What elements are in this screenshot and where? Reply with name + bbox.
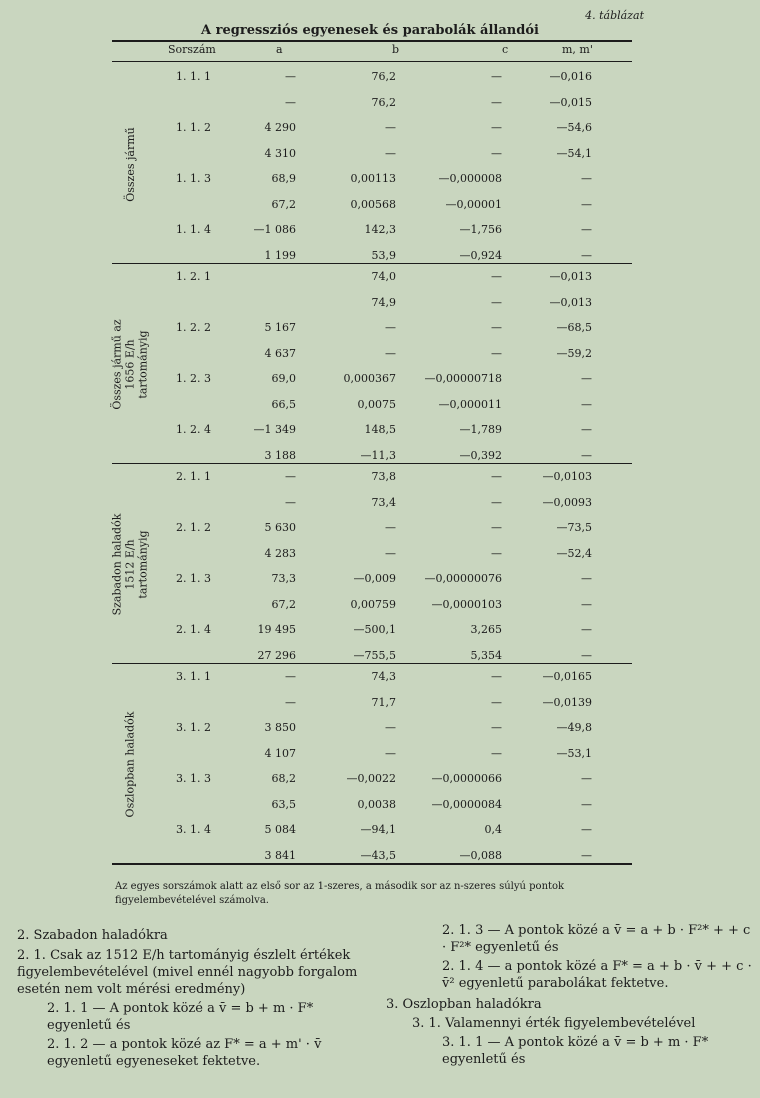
cell-c: — (491, 70, 502, 83)
cell-b: 0,000367 (343, 372, 396, 385)
text-paragraph: 2. 1. 2 — a pontok közé az F* = a + m' · v̄ egyenletű egyeneseket fektetve. (47, 1037, 322, 1069)
cell-a: 69,0 (271, 372, 296, 385)
group-label-text: Szabadon haladók 1512 E/h tartományig (110, 513, 150, 615)
cell-m: — (581, 623, 592, 636)
table-row (112, 268, 632, 286)
cell-b: 73,4 (371, 495, 396, 509)
cell-b: 73,8 (371, 470, 396, 483)
cell-id: 2. 1. 3 (176, 572, 211, 585)
cell-a: 67,2 (271, 197, 296, 211)
cell-a: 5 630 (264, 521, 296, 534)
table-row (112, 170, 632, 188)
cell-a: — (285, 70, 296, 83)
cell-a: 68,2 (271, 772, 296, 785)
cell-a: — (285, 470, 296, 483)
cell-b: 76,2 (371, 70, 396, 83)
cell-a: 5 167 (264, 321, 296, 334)
cell-b: 0,00759 (350, 597, 396, 611)
cell-id: 1. 2. 4 (176, 423, 211, 436)
cell-m: — (581, 797, 592, 811)
cell-id: 1. 2. 3 (176, 372, 211, 385)
table-row (112, 745, 632, 763)
header-b: b (392, 43, 400, 56)
text-paragraph: 2. 1. 3 — A pontok közé a v̄ = a + b · F²* + + c · F²* egyenletű és (442, 923, 751, 955)
table-row (112, 694, 632, 712)
cell-m: —0,0093 (542, 495, 592, 509)
cell-id: 1. 2. 2 (176, 321, 211, 334)
cell-m: —68,5 (556, 321, 592, 334)
cell-m: — (581, 448, 592, 462)
cell-c: 0,4 (484, 823, 502, 836)
cell-b: 74,0 (371, 270, 396, 283)
cell-b: —755,5 (353, 648, 396, 662)
right-text-column (386, 922, 756, 1068)
cell-c: —0,000011 (438, 397, 502, 411)
table-row (112, 119, 632, 137)
text-paragraph: 2. Szabadon haladókra (17, 928, 168, 943)
cell-id: 3. 1. 1 (176, 670, 211, 683)
cell-c: — (491, 470, 502, 483)
cell-m: — (581, 372, 592, 385)
cell-a: 66,5 (271, 397, 296, 411)
cell-c: — (491, 295, 502, 309)
cell-b: — (385, 146, 396, 160)
cell-a: — (285, 670, 296, 683)
cell-m: —0,0103 (542, 470, 592, 483)
text-paragraph: 2. 1. 4 — a pontok közé a F* = a + b · v̄ + + c · v̄² egyenletű parabolákat fektetve. (442, 959, 752, 991)
cell-b: 0,00568 (350, 197, 396, 211)
cell-m: — (581, 423, 592, 436)
cell-c: —0,088 (459, 848, 502, 862)
cell-m: — (581, 397, 592, 411)
table-row (112, 421, 632, 439)
cell-b: — (385, 546, 396, 560)
text-paragraph: 3. 1. Valamennyi érték figyelembevételével (412, 1016, 696, 1031)
cell-c: — (491, 121, 502, 134)
cell-c: —0,00001 (445, 197, 502, 211)
cell-c: —0,924 (459, 248, 502, 262)
cell-a: 68,9 (271, 172, 296, 185)
cell-c: — (491, 695, 502, 709)
group-label-text: Oszlopban haladók (123, 711, 137, 817)
cell-c: — (491, 721, 502, 734)
table-row (112, 447, 632, 465)
cell-c: 3,265 (470, 623, 502, 636)
cell-id: 1. 2. 1 (176, 270, 211, 283)
cell-a: 4 107 (264, 746, 296, 760)
cell-a: 19 495 (257, 623, 296, 636)
table-row (112, 319, 632, 337)
cell-m: —53,1 (556, 746, 592, 760)
cell-id: 3. 1. 3 (176, 772, 211, 785)
header-rule (112, 61, 632, 62)
cell-m: — (581, 248, 592, 262)
cell-id: 1. 1. 4 (176, 223, 211, 236)
cell-b: 142,3 (364, 223, 396, 236)
cell-c: — (491, 346, 502, 360)
table-group (112, 264, 632, 464)
group-label-text: Összes jármű (123, 126, 137, 202)
cell-m: —54,6 (556, 121, 592, 134)
cell-m: —54,1 (556, 146, 592, 160)
table-row (112, 494, 632, 512)
cell-b: — (385, 746, 396, 760)
cell-b: 0,0075 (357, 397, 396, 411)
cell-c: — (491, 146, 502, 160)
left-text-column (17, 927, 377, 1070)
cell-c: —0,00000718 (424, 372, 502, 385)
cell-a: —1 349 (253, 423, 296, 436)
table-row (112, 221, 632, 239)
cell-c: — (491, 95, 502, 109)
cell-m: —0,016 (549, 70, 592, 83)
cell-c: —0,0000103 (431, 597, 502, 611)
cell-b: 53,9 (371, 248, 396, 262)
cell-c: — (491, 321, 502, 334)
cell-a: 4 310 (264, 146, 296, 160)
cell-a: —1 086 (253, 223, 296, 236)
table-row (112, 570, 632, 588)
cell-m: — (581, 172, 592, 185)
cell-m: —0,0139 (542, 695, 592, 709)
table-group (112, 464, 632, 664)
cell-id: 2. 1. 4 (176, 623, 211, 636)
table-header (112, 43, 632, 59)
cell-m: — (581, 772, 592, 785)
cell-id: 2. 1. 2 (176, 521, 211, 534)
cell-m: — (581, 223, 592, 236)
table-row (112, 821, 632, 839)
cell-b: — (385, 321, 396, 334)
cell-id: 1. 1. 2 (176, 121, 211, 134)
table-footnote: Az egyes sorszámok alatt az első sor az 1-szeres, a második sor az n-szeres súlyú pontok figyelembevételével számolva. (115, 881, 565, 906)
cell-m: —0,015 (549, 95, 592, 109)
cell-c: — (491, 670, 502, 683)
cell-a: 27 296 (257, 648, 296, 662)
table-row (112, 519, 632, 537)
cell-b: 0,0038 (357, 797, 396, 811)
table-row (112, 196, 632, 214)
cell-b: 74,3 (371, 670, 396, 683)
table-row (112, 247, 632, 265)
table-row (112, 145, 632, 163)
cell-b: 74,9 (371, 295, 396, 309)
cell-m: —73,5 (556, 521, 592, 534)
cell-c: —0,00000076 (424, 572, 502, 585)
cell-a: 5 084 (264, 823, 296, 836)
cell-b: 0,00113 (350, 172, 396, 185)
cell-c: 5,354 (470, 648, 502, 662)
cell-id: 1. 1. 3 (176, 172, 211, 185)
cell-c: — (491, 546, 502, 560)
header-m: m, m' (562, 43, 593, 56)
top-rule (112, 40, 632, 42)
cell-a: 63,5 (271, 797, 296, 811)
bottom-rule (112, 863, 632, 865)
cell-a: 3 841 (264, 848, 296, 862)
cell-id: 3. 1. 2 (176, 721, 211, 734)
table-row (112, 545, 632, 563)
table-group (112, 664, 632, 864)
cell-m: — (581, 648, 592, 662)
table-row (112, 345, 632, 363)
cell-m: — (581, 197, 592, 211)
cell-b: —94,1 (360, 823, 396, 836)
table-row (112, 621, 632, 639)
cell-b: 148,5 (364, 423, 396, 436)
cell-id: 1. 1. 1 (176, 70, 211, 83)
table-row (112, 668, 632, 686)
cell-m: —0,013 (549, 270, 592, 283)
cell-c: — (491, 495, 502, 509)
group-label-text: Összes jármű az 1656 E/h tartományig (110, 318, 150, 410)
cell-a: 4 637 (264, 346, 296, 360)
cell-c: —1,789 (459, 423, 502, 436)
cell-b: — (385, 346, 396, 360)
cell-a: 4 283 (264, 546, 296, 560)
table-row (112, 94, 632, 112)
cell-b: —11,3 (360, 448, 396, 462)
table-row (112, 770, 632, 788)
cell-c: —0,000008 (438, 172, 502, 185)
cell-m: — (581, 572, 592, 585)
header-sorszam: Sorszám (168, 43, 216, 56)
cell-id: 2. 1. 1 (176, 470, 211, 483)
cell-b: — (385, 521, 396, 534)
cell-b: 76,2 (371, 95, 396, 109)
cell-c: —0,0000084 (431, 797, 502, 811)
cell-c: — (491, 521, 502, 534)
table-row (112, 647, 632, 665)
cell-c: —0,0000066 (431, 772, 502, 785)
table-row (112, 847, 632, 865)
table-row (112, 468, 632, 486)
cell-m: — (581, 823, 592, 836)
cell-a: 1 199 (264, 248, 296, 262)
cell-m: —0,013 (549, 295, 592, 309)
table-row (112, 68, 632, 86)
header-c: c (502, 43, 509, 56)
cell-id: 3. 1. 4 (176, 823, 211, 836)
text-paragraph: 2. 1. 1 — A pontok közé a v̄ = b + m · F* egyenletű és (47, 1001, 314, 1033)
cell-a: — (285, 695, 296, 709)
table-title: A regressziós egyenesek és parabolák állandói (201, 23, 539, 38)
cell-m: — (581, 848, 592, 862)
table-group (112, 64, 632, 264)
cell-b: — (385, 121, 396, 134)
cell-b: —43,5 (360, 848, 396, 862)
cell-m: — (581, 597, 592, 611)
cell-c: — (491, 270, 502, 283)
text-paragraph: 3. 1. 1 — A pontok közé a v̄ = b + m · F* egyenletű és (442, 1035, 709, 1067)
cell-m: —59,2 (556, 346, 592, 360)
cell-b: —500,1 (353, 623, 396, 636)
table-row (112, 370, 632, 388)
header-a: a (276, 43, 283, 56)
table-row (112, 596, 632, 614)
cell-b: 71,7 (371, 695, 396, 709)
table-body (112, 64, 632, 864)
cell-a: 67,2 (271, 597, 296, 611)
table-row (112, 396, 632, 414)
cell-a: — (285, 95, 296, 109)
cell-a: — (285, 495, 296, 509)
cell-c: —1,756 (459, 223, 502, 236)
cell-m: —52,4 (556, 546, 592, 560)
cell-b: — (385, 721, 396, 734)
cell-b: —0,0022 (346, 772, 396, 785)
cell-a: 3 188 (264, 448, 296, 462)
cell-a: 3 850 (264, 721, 296, 734)
cell-m: —0,0165 (542, 670, 592, 683)
cell-a: 4 290 (264, 121, 296, 134)
cell-c: —0,392 (459, 448, 502, 462)
table-row (112, 796, 632, 814)
text-paragraph: 3. Oszlopban haladókra (386, 997, 542, 1012)
cell-m: —49,8 (556, 721, 592, 734)
table-row (112, 294, 632, 312)
text-paragraph: 2. 1. Csak az 1512 E/h tartományig észlelt értékek figyelembevételével (mivel ennél nagyobb forgalom esetén nem volt mérési eredmény) (17, 948, 358, 997)
cell-c: — (491, 746, 502, 760)
table-number: 4. táblázat (585, 9, 644, 22)
table-row (112, 719, 632, 737)
cell-b: —0,009 (353, 572, 396, 585)
cell-a: 73,3 (271, 572, 296, 585)
